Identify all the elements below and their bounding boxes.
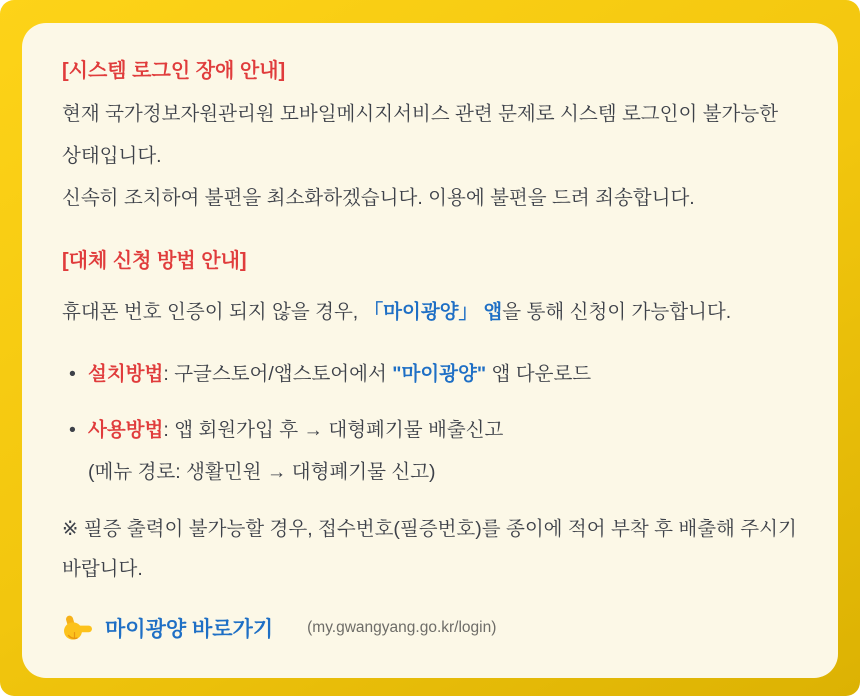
method-list: [62, 353, 798, 493]
list-item-install: [62, 353, 798, 395]
shortcut-row: [62, 613, 798, 643]
app-name-highlight: 「마이광양」 앱: [363, 301, 503, 323]
install-text-after: 앱 다운로드: [486, 362, 592, 385]
install-label: 설치방법: [88, 362, 164, 385]
system-failure-line2: 신속히 조치하여 불편을 최소화하겠습니다. 이용에 불편을 드려 죄송합니다.: [62, 187, 695, 209]
shortcut-url-text: (my.gwangyang.go.kr/login): [307, 618, 497, 636]
usage-text: : 앱 회원가입 후 → 대형폐기물 배출신고: [163, 418, 504, 441]
system-failure-line1: 현재 국가정보자원관리원 모바일메시지서비스 관련 문제로 시스템 로그인이 불가능한 상태입니다.: [62, 103, 779, 167]
list-item-usage: [62, 409, 798, 493]
install-app-highlight: "마이광양": [392, 362, 487, 385]
mygwangyang-shortcut-link[interactable]: 마이광양 바로가기: [105, 617, 274, 641]
alternative-method-heading: [대체 신청 방법 안내]: [62, 250, 247, 272]
usage-menu-path: (메뉴 경로: 생활민원 → 대형폐기물 신고): [88, 460, 436, 483]
usage-label: 사용방법: [88, 418, 164, 441]
intro-suffix: 을 통해 신청이 가능합니다.: [502, 301, 732, 323]
system-failure-body: [62, 93, 798, 219]
system-failure-heading: [시스템 로그인 장애 안내]: [62, 60, 286, 82]
install-text-before: : 구글스토어/앱스토어에서: [163, 362, 393, 385]
intro-prefix: 휴대폰 번호 인증이 되지 않을 경우,: [62, 301, 364, 323]
print-footnote: ※ 필증 출력이 불가능할 경우, 접수번호(필증번호)를 종이에 적어 부착 후 배출해 주시기 바랍니다.: [62, 517, 797, 580]
pointing-right-icon: [62, 614, 92, 641]
notice-panel: [22, 23, 838, 678]
alternative-intro: [62, 291, 798, 333]
